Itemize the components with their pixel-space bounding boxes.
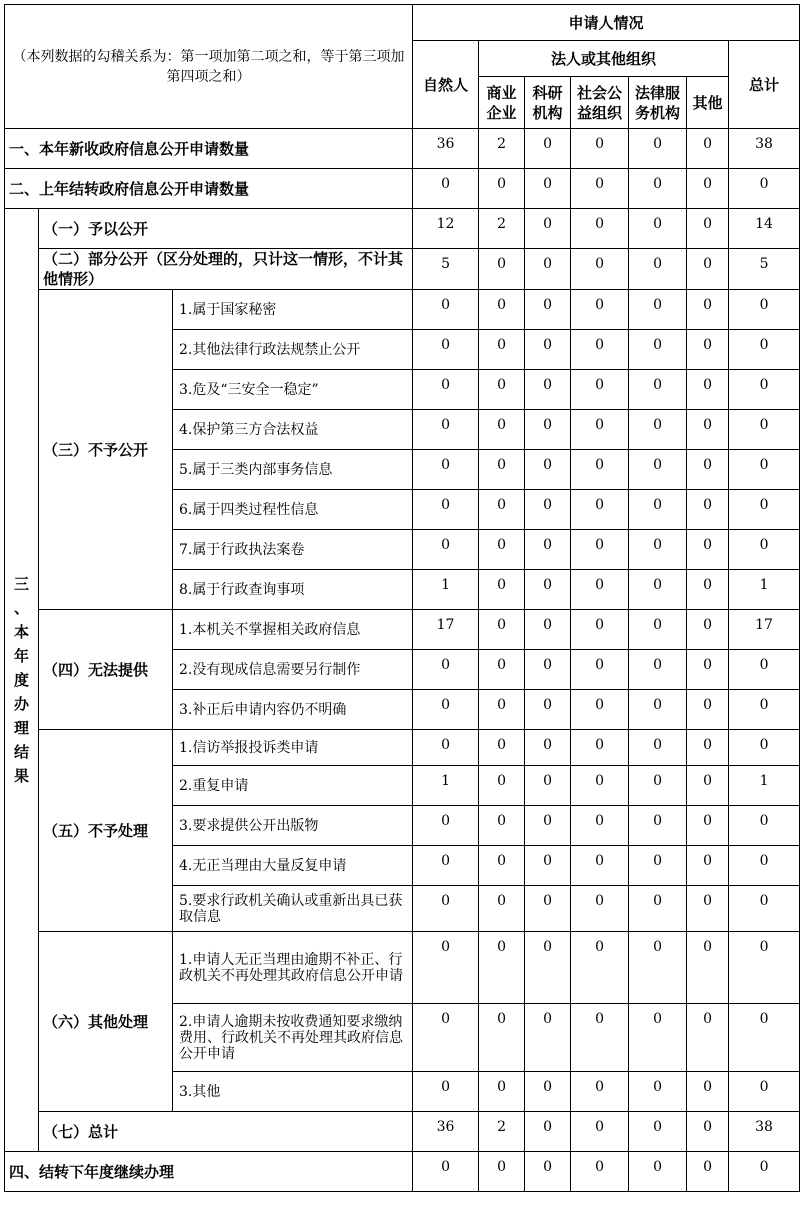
value-cell: 0 <box>571 1072 629 1112</box>
partial-label: （二）部分公开（区分处理的，只计这一情形，不计其他情形） <box>39 249 413 290</box>
value-cell: 0 <box>413 806 479 846</box>
table-row <box>5 169 800 209</box>
value-cell: 0 <box>525 1152 571 1192</box>
value-cell: 0 <box>629 290 687 330</box>
other-handle-item: 2.申请人逾期未按收费通知要求缴纳费用、行政机关不再处理其政府信息公开申请 <box>173 1004 413 1072</box>
value-cell: 0 <box>571 530 629 570</box>
value-cell: 0 <box>479 530 525 570</box>
value-cell: 0 <box>525 730 571 766</box>
value-cell: 0 <box>687 1112 729 1152</box>
value-cell: 0 <box>629 129 687 169</box>
value-cell: 0 <box>571 490 629 530</box>
value-cell: 0 <box>479 570 525 610</box>
value-cell: 0 <box>413 169 479 209</box>
value-cell: 0 <box>525 370 571 410</box>
not-handle-label: （五）不予处理 <box>39 730 173 932</box>
unable-item: 3.补正后申请内容仍不明确 <box>173 690 413 730</box>
value-cell: 0 <box>629 766 687 806</box>
not-open-item: 2.其他法律行政法规禁止公开 <box>173 330 413 370</box>
value-cell: 0 <box>629 209 687 249</box>
value-cell: 0 <box>629 1004 687 1072</box>
value-cell: 0 <box>413 410 479 450</box>
value-cell: 0 <box>479 806 525 846</box>
value-cell: 0 <box>687 530 729 570</box>
value-cell: 1 <box>729 570 800 610</box>
table-row <box>5 1152 800 1192</box>
value-cell: 0 <box>525 886 571 932</box>
section3-label: 三 、 本 年 度 办 理 结 果 <box>5 209 39 1152</box>
value-cell: 0 <box>629 370 687 410</box>
value-cell: 0 <box>479 169 525 209</box>
value-cell: 0 <box>629 690 687 730</box>
value-cell: 2 <box>479 129 525 169</box>
value-cell: 0 <box>479 1072 525 1112</box>
table-row <box>5 1112 800 1152</box>
not-open-item: 4.保护第三方合法权益 <box>173 410 413 450</box>
value-cell: 0 <box>571 730 629 766</box>
value-cell: 0 <box>687 410 729 450</box>
value-cell: 0 <box>525 169 571 209</box>
value-cell: 0 <box>729 169 800 209</box>
value-cell: 0 <box>729 450 800 490</box>
value-cell: 0 <box>413 1072 479 1112</box>
value-cell: 0 <box>571 846 629 886</box>
not-handle-item: 2.重复申请 <box>173 766 413 806</box>
value-cell: 0 <box>729 730 800 766</box>
not-open-item: 5.属于三类内部事务信息 <box>173 450 413 490</box>
value-cell: 0 <box>571 806 629 846</box>
value-cell: 1 <box>413 766 479 806</box>
value-cell: 0 <box>571 249 629 290</box>
value-cell: 0 <box>571 330 629 370</box>
value-cell: 0 <box>479 290 525 330</box>
value-cell: 0 <box>687 209 729 249</box>
value-cell: 0 <box>525 846 571 886</box>
value-cell: 0 <box>687 330 729 370</box>
value-cell: 0 <box>629 490 687 530</box>
value-cell: 0 <box>413 1004 479 1072</box>
value-cell: 0 <box>729 806 800 846</box>
value-cell: 0 <box>729 1004 800 1072</box>
value-cell: 0 <box>571 370 629 410</box>
value-cell: 0 <box>629 1152 687 1192</box>
value-cell: 0 <box>525 129 571 169</box>
value-cell: 0 <box>571 290 629 330</box>
value-cell: 0 <box>687 249 729 290</box>
value-cell: 0 <box>629 570 687 610</box>
value-cell: 0 <box>687 570 729 610</box>
value-cell: 0 <box>687 766 729 806</box>
value-cell: 0 <box>571 129 629 169</box>
table-row <box>5 129 800 169</box>
value-cell: 0 <box>413 530 479 570</box>
value-cell: 0 <box>413 330 479 370</box>
value-cell: 0 <box>629 650 687 690</box>
value-cell: 0 <box>729 690 800 730</box>
value-cell: 0 <box>571 690 629 730</box>
value-cell: 0 <box>479 886 525 932</box>
value-cell: 0 <box>479 730 525 766</box>
other-header: 其他 <box>687 77 729 129</box>
value-cell: 0 <box>525 330 571 370</box>
value-cell: 0 <box>479 610 525 650</box>
value-cell: 0 <box>479 690 525 730</box>
value-cell: 2 <box>479 209 525 249</box>
value-cell: 0 <box>525 690 571 730</box>
value-cell: 0 <box>525 806 571 846</box>
value-cell: 0 <box>629 249 687 290</box>
value-cell: 1 <box>413 570 479 610</box>
table-row <box>5 730 800 766</box>
value-cell: 0 <box>413 730 479 766</box>
value-cell: 0 <box>479 330 525 370</box>
unable-item: 2.没有现成信息需要另行制作 <box>173 650 413 690</box>
header-note: （本列数据的勾稽关系为：第一项加第二项之和，等于第三项加第四项之和） <box>5 5 413 129</box>
value-cell: 0 <box>525 490 571 530</box>
value-cell: 0 <box>413 650 479 690</box>
table-row <box>5 932 800 1004</box>
value-cell: 38 <box>729 129 800 169</box>
natural-person-header: 自然人 <box>413 41 479 129</box>
value-cell: 0 <box>729 330 800 370</box>
value-cell: 0 <box>479 1152 525 1192</box>
value-cell: 0 <box>687 690 729 730</box>
table-row <box>5 249 800 290</box>
value-cell: 0 <box>687 169 729 209</box>
unable-label: （四）无法提供 <box>39 610 173 730</box>
value-cell: 0 <box>479 490 525 530</box>
table-row <box>5 610 800 650</box>
value-cell: 0 <box>729 530 800 570</box>
other-handle-item: 3.其他 <box>173 1072 413 1112</box>
gov-info-disclosure-table <box>4 4 800 1192</box>
open-label: （一）予以公开 <box>39 209 413 249</box>
value-cell: 0 <box>687 1072 729 1112</box>
legal-service-header: 法律服务机构 <box>629 77 687 129</box>
value-cell: 0 <box>479 766 525 806</box>
value-cell: 0 <box>479 249 525 290</box>
value-cell: 0 <box>525 249 571 290</box>
table-row <box>5 290 800 330</box>
value-cell: 0 <box>479 450 525 490</box>
applicant-group-header: 申请人情况 <box>413 5 800 41</box>
value-cell: 0 <box>629 846 687 886</box>
value-cell: 0 <box>571 209 629 249</box>
value-cell: 17 <box>413 610 479 650</box>
value-cell: 0 <box>629 410 687 450</box>
value-cell: 0 <box>687 730 729 766</box>
value-cell: 0 <box>571 1004 629 1072</box>
value-cell: 0 <box>479 370 525 410</box>
not-open-item: 3.危及“三安全一稳定” <box>173 370 413 410</box>
value-cell: 0 <box>571 1112 629 1152</box>
value-cell: 0 <box>479 1004 525 1072</box>
value-cell: 0 <box>525 209 571 249</box>
not-handle-item: 5.要求行政机关确认或重新出具已获取信息 <box>173 886 413 932</box>
value-cell: 38 <box>729 1112 800 1152</box>
not-open-label: （三）不予公开 <box>39 290 173 610</box>
value-cell: 0 <box>729 290 800 330</box>
value-cell: 0 <box>629 1112 687 1152</box>
value-cell: 0 <box>525 530 571 570</box>
row-label-next-year: 四、结转下年度继续办理 <box>5 1152 413 1192</box>
total-header: 总计 <box>729 41 800 129</box>
value-cell: 36 <box>413 129 479 169</box>
value-cell: 0 <box>571 650 629 690</box>
value-cell: 12 <box>413 209 479 249</box>
value-cell: 0 <box>413 886 479 932</box>
value-cell: 0 <box>413 690 479 730</box>
value-cell: 17 <box>729 610 800 650</box>
value-cell: 1 <box>729 766 800 806</box>
value-cell: 0 <box>571 610 629 650</box>
value-cell: 0 <box>571 932 629 1004</box>
value-cell: 0 <box>629 730 687 766</box>
value-cell: 0 <box>687 1004 729 1072</box>
value-cell: 0 <box>687 129 729 169</box>
value-cell: 0 <box>629 169 687 209</box>
value-cell: 0 <box>629 610 687 650</box>
value-cell: 0 <box>629 932 687 1004</box>
value-cell: 0 <box>687 932 729 1004</box>
value-cell: 0 <box>413 932 479 1004</box>
value-cell: 0 <box>525 766 571 806</box>
value-cell: 0 <box>629 806 687 846</box>
value-cell: 0 <box>571 1152 629 1192</box>
value-cell: 0 <box>629 1072 687 1112</box>
value-cell: 0 <box>479 650 525 690</box>
value-cell: 5 <box>729 249 800 290</box>
commercial-header: 商业企业 <box>479 77 525 129</box>
value-cell: 0 <box>571 886 629 932</box>
not-handle-item: 3.要求提供公开出版物 <box>173 806 413 846</box>
not-open-item: 1.属于国家秘密 <box>173 290 413 330</box>
value-cell: 0 <box>413 290 479 330</box>
row-label-new: 一、本年新收政府信息公开申请数量 <box>5 129 413 169</box>
value-cell: 0 <box>525 570 571 610</box>
not-handle-item: 4.无正当理由大量反复申请 <box>173 846 413 886</box>
value-cell: 0 <box>525 1112 571 1152</box>
value-cell: 0 <box>479 410 525 450</box>
value-cell: 0 <box>525 410 571 450</box>
value-cell: 0 <box>729 1152 800 1192</box>
not-handle-item: 1.信访举报投诉类申请 <box>173 730 413 766</box>
value-cell: 0 <box>571 410 629 450</box>
value-cell: 0 <box>687 370 729 410</box>
value-cell: 0 <box>687 290 729 330</box>
value-cell: 0 <box>729 1072 800 1112</box>
value-cell: 0 <box>687 490 729 530</box>
value-cell: 2 <box>479 1112 525 1152</box>
value-cell: 0 <box>629 530 687 570</box>
value-cell: 36 <box>413 1112 479 1152</box>
social-header: 社会公益组织 <box>571 77 629 129</box>
value-cell: 0 <box>729 846 800 886</box>
value-cell: 0 <box>687 846 729 886</box>
value-cell: 0 <box>525 610 571 650</box>
other-handle-label: （六）其他处理 <box>39 932 173 1112</box>
value-cell: 0 <box>729 932 800 1004</box>
value-cell: 0 <box>413 370 479 410</box>
not-open-item: 7.属于行政执法案卷 <box>173 530 413 570</box>
value-cell: 0 <box>687 806 729 846</box>
value-cell: 0 <box>729 650 800 690</box>
value-cell: 0 <box>687 450 729 490</box>
value-cell: 0 <box>729 370 800 410</box>
value-cell: 0 <box>525 1072 571 1112</box>
value-cell: 0 <box>413 450 479 490</box>
value-cell: 0 <box>571 169 629 209</box>
table-row <box>5 209 800 249</box>
value-cell: 0 <box>479 846 525 886</box>
value-cell: 5 <box>413 249 479 290</box>
unable-item: 1.本机关不掌握相关政府信息 <box>173 610 413 650</box>
value-cell: 0 <box>479 932 525 1004</box>
value-cell: 0 <box>729 490 800 530</box>
not-open-item: 8.属于行政查询事项 <box>173 570 413 610</box>
value-cell: 0 <box>525 650 571 690</box>
value-cell: 0 <box>687 610 729 650</box>
value-cell: 0 <box>687 650 729 690</box>
row-label-carried: 二、上年结转政府信息公开申请数量 <box>5 169 413 209</box>
value-cell: 0 <box>571 570 629 610</box>
other-handle-item: 1.申请人无正当理由逾期不补正、行政机关不再处理其政府信息公开申请 <box>173 932 413 1004</box>
value-cell: 0 <box>413 846 479 886</box>
value-cell: 0 <box>571 766 629 806</box>
value-cell: 0 <box>413 1152 479 1192</box>
legal-group-header: 法人或其他组织 <box>479 41 729 77</box>
research-header: 科研机构 <box>525 77 571 129</box>
value-cell: 0 <box>729 410 800 450</box>
value-cell: 0 <box>729 886 800 932</box>
value-cell: 0 <box>687 1152 729 1192</box>
value-cell: 0 <box>571 450 629 490</box>
value-cell: 0 <box>525 1004 571 1072</box>
value-cell: 0 <box>525 450 571 490</box>
value-cell: 0 <box>525 290 571 330</box>
value-cell: 0 <box>525 932 571 1004</box>
total-label: （七）总计 <box>39 1112 413 1152</box>
not-open-item: 6.属于四类过程性信息 <box>173 490 413 530</box>
value-cell: 14 <box>729 209 800 249</box>
value-cell: 0 <box>413 490 479 530</box>
value-cell: 0 <box>629 886 687 932</box>
value-cell: 0 <box>629 450 687 490</box>
value-cell: 0 <box>687 886 729 932</box>
value-cell: 0 <box>629 330 687 370</box>
